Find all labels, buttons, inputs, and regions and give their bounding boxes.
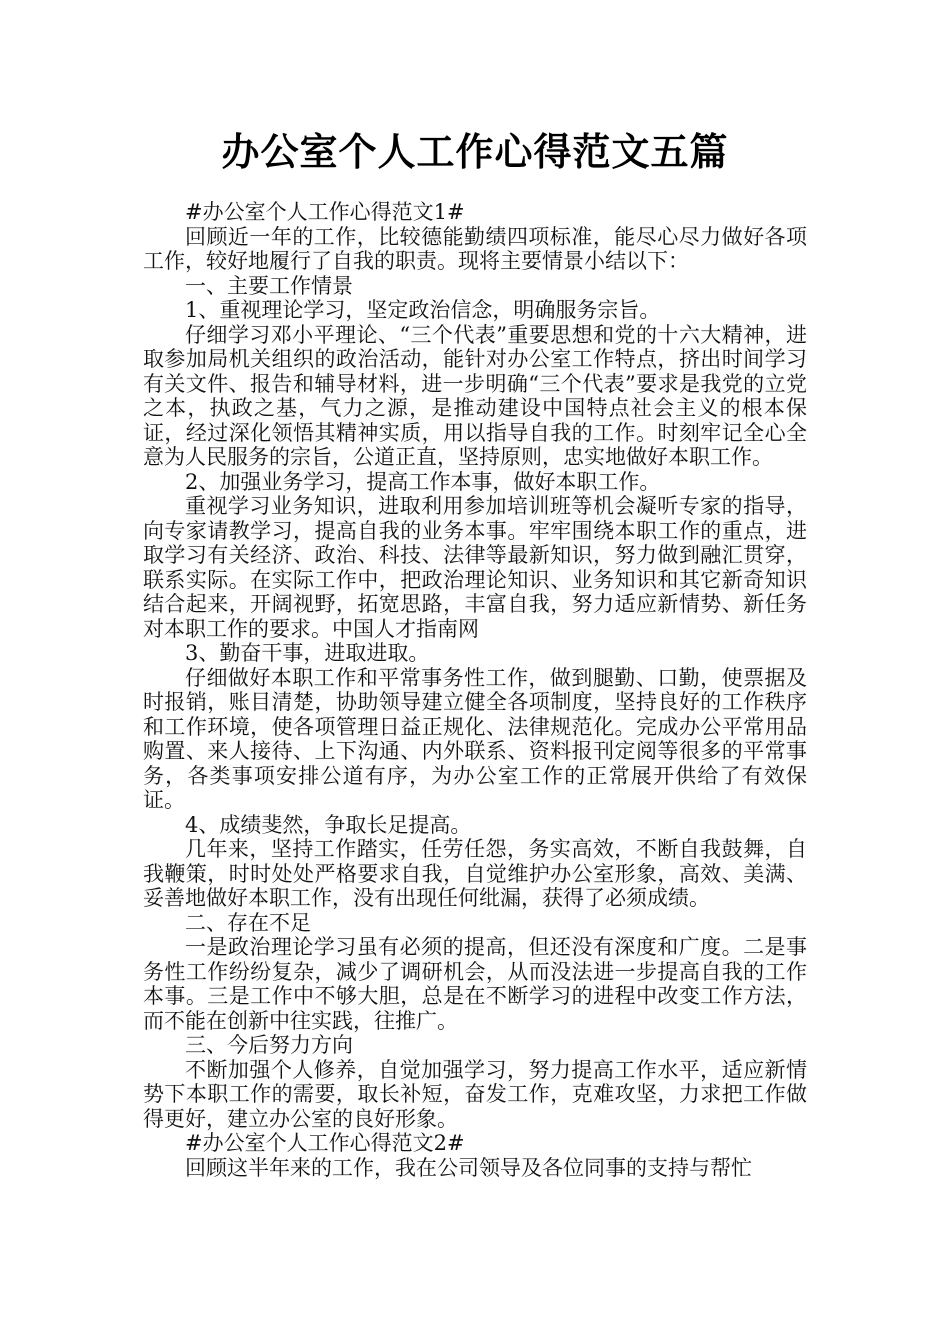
paragraph: 不断加强个人修养，自觉加强学习，努力提高工作水平，适应新情势下本职工作的需要，取长补短，奋发工作，克难攻坚，力求把工作做得更好，建立办公室的良好形象。	[143, 1057, 807, 1131]
paragraph: 仔细做好本职工作和平常事务性工作，做到腿勤、口勤，使票据及时报销，账目清楚，协助领导建立健全各项制度，坚持良好的工作秩序和工作环境，使各项管理日益正规化、法律规范化。完成办公平常用品购置、来人接待、上下沟通、内外联系、资料报刊定阅等很多的平常事务，各类事项安排公道有序，为办公室工作的正常展开供给了有效保证。	[143, 665, 807, 812]
paragraph: 重视学习业务知识，进取利用参加培训班等机会凝听专家的指导，向专家请教学习，提高自我的业务本事。牢牢围绕本职工作的重点，进取学习有关经济、政治、科技、法律等最新知识，努力做到融汇贯穿，联系实际。在实际工作中，把政治理论知识、业务知识和其它新奇知识结合起来，开阔视野，拓宽思路，丰富自我，努力适应新情势、新任务对本职工作的要求。中国人才指南网	[143, 494, 807, 641]
subsection-heading: 4、成绩斐然，争取长足提高。	[185, 812, 472, 837]
section-heading: 三、今后努力方向	[185, 1033, 353, 1057]
section-heading: 二、存在不足	[185, 910, 311, 935]
subsection-heading: 2、加强业务学习，提高工作本事，做好本职工作。	[185, 469, 661, 494]
subsection-heading: 3、勤奋干事，进取进取。	[185, 641, 430, 665]
paragraph: 几年来，坚持工作踏实，任劳任怨，务实高效，不断自我鼓舞，自我鞭策，时时处处严格要求自我，自觉维护办公室形象，高效、美满、妥善地做好本职工作，没有出现任何纰漏，获得了必须成绩。	[143, 837, 807, 910]
section-heading: #办公室个人工作心得范文2#	[185, 1131, 465, 1155]
document-title: 办公室个人工作心得范文五篇	[221, 129, 729, 174]
paragraph: 回顾近一年的工作，比较德能勤绩四项标准，能尽心尽力做好各项工作，较好地履行了自我的职责。现将主要情景小结以下：	[143, 224, 807, 273]
section-heading: 一、主要工作情景	[185, 273, 353, 298]
paragraph: 仔细学习邓小平理论、“三个代表”重要思想和党的十六大精神，进取参加局机关组织的政治活动，能针对办公室工作特点，挤出时间学习有关文件、报告和辅导材料，进一步明确“三个代表”要求是我党的立党之本，执政之基，气力之源，是推动建设中国特点社会主义的根本保证，经过深化领悟其精神实质，用以指导自我的工作。时刻牢记全心全意为人民服务的宗旨，公道正直，坚持原则，忠实地做好本职工作。	[143, 322, 807, 469]
document-body	[143, 200, 807, 1180]
paragraph: 回顾这半年来的工作，我在公司领导及各位同事的支持与帮忙	[185, 1155, 752, 1180]
section-heading: #办公室个人工作心得范文1#	[185, 200, 465, 224]
paragraph: 一是政治理论学习虽有必须的提高，但还没有深度和广度。二是事务性工作纷纷复杂，减少了调研机会，从而没法进一步提高自我的工作本事。三是工作中不够大胆，总是在不断学习的进程中改变工作方法，而不能在创新中往实践，往推广。	[143, 935, 807, 1033]
subsection-heading: 1、重视理论学习，坚定政治信念，明确服务宗旨。	[185, 298, 661, 322]
